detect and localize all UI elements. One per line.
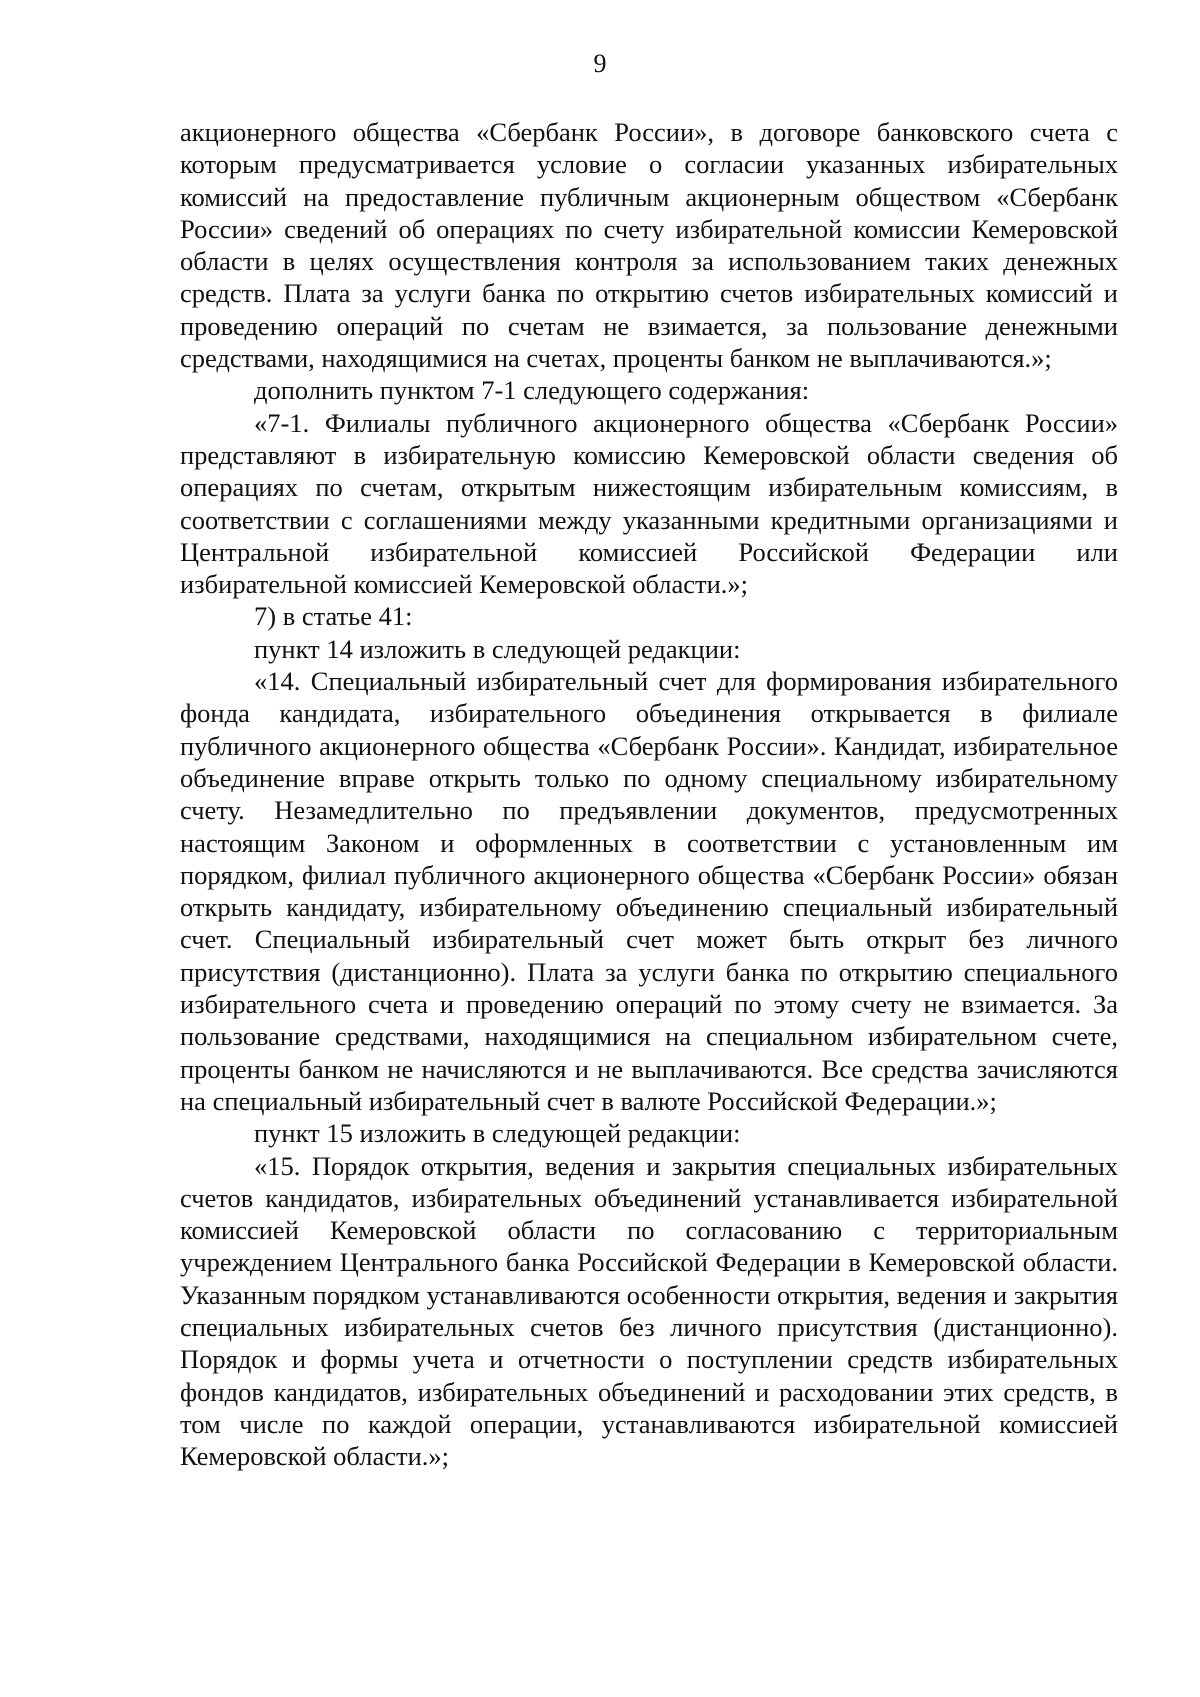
paragraph-item-7-article-41: 7) в статье 41: <box>254 601 413 632</box>
paragraph-clause-15: «15. Порядок открытия, ведения и закрытия специальных избирательных счетов кандидатов, избирательных объединений устанавливается избирательной комиссией Кемеровской области по согласованию с территориальным учреждением Центрального банка Российской Федерации в Кемеровской области. Указанным порядком устанавливаются особенности открытия, ведения и закрытия специальных избирательных счетов без личного присутствия (дистанционно). Порядок и формы учета и отчетности о поступлении средств избирательных фондов кандидатов, избирательных объединений и расходовании этих средств, в том числе по каждой операции, устанавливаются избирательной комиссией Кемеровской области.»; <box>180 1150 1118 1472</box>
paragraph-amendment-intro-7-1: дополнить пунктом 7-1 следующего содержания: <box>254 375 810 406</box>
paragraph-amendment-intro-14: пункт 14 изложить в следующей редакции: <box>254 633 741 664</box>
page-number: 9 <box>593 49 607 78</box>
paragraph-clause-14: «14. Специальный избирательный счет для формирования избирательного фонда кандидата, избирательного объединения открывается в филиале публичного акционерного общества «Сбербанк России». Кандидат, избирательное объединение вправе открыть только по одному специальному избирательному счету. Незамедлительно по предъявлении документов, предусмотренных настоящим Законом и оформленных в соответствии с установленным им порядком, филиал публичного акционерного общества «Сбербанк России» обязан открыть кандидату, избирательному объединению специальный избирательный счет. Специальный избирательный счет может быть открыт без личного присутствия (дистанционно). Плата за услуги банка по открытию специального избирательного счета и проведению операций по этому счету не взимается. За пользование средствами, находящимися на специальном избирательном счете, проценты банком не начисляются и не выплачиваются. Все средства зачисляются на специальный избирательный счет в валюте Российской Федерации.»; <box>180 666 1118 1116</box>
document-body <box>180 116 1118 1472</box>
paragraph-amendment-intro-15: пункт 15 изложить в следующей редакции: <box>254 1118 741 1149</box>
paragraph-continuation: акционерного общества «Сбербанк России», в договоре банковского счета с которым предусматривается условие о согласии указанных избирательных комиссий на предоставление публичным акционерным обществом «Сбербанк России» сведений об операциях по счету избирательной комиссии Кемеровской области в целях осуществления контроля за использованием таких денежных средств. Плата за услуги банка по открытию счетов избирательных комиссий и проведению операций по счетам не взимается, за пользование денежными средствами, находящимися на счетах, проценты банком не выплачиваются.»; <box>180 117 1118 374</box>
paragraph-clause-7-1: «7-1. Филиалы публичного акционерного общества «Сбербанк России» представляют в избирательную комиссию Кемеровской области сведения об операциях по счетам, открытым нижестоящим избирательным комиссиям, в соответствии с соглашениями между указанными кредитными организациями и Центральной избирательной комиссией Российской Федерации или избирательной комиссией Кемеровской области.»; <box>180 407 1118 600</box>
